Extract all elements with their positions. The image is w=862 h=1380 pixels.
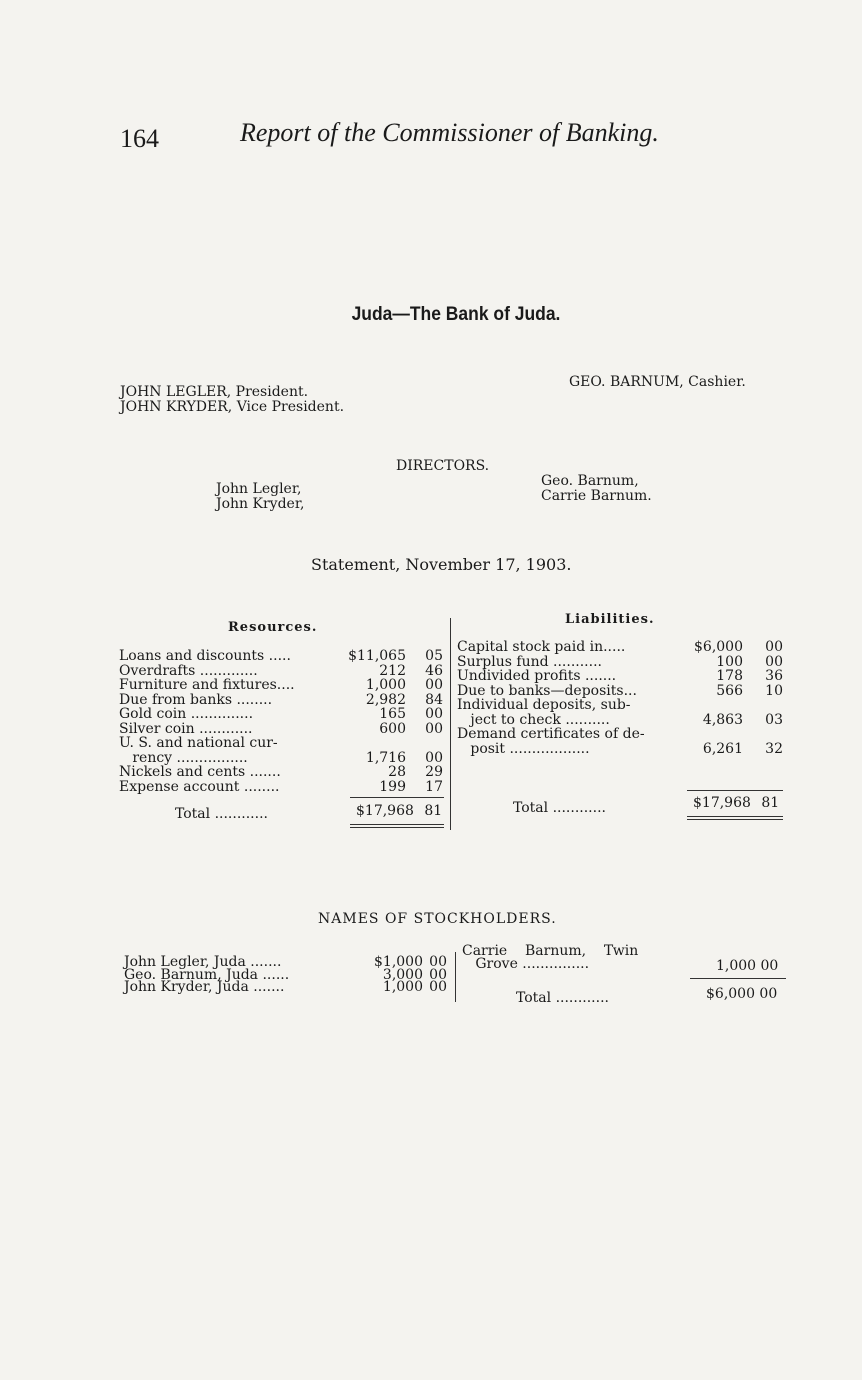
liabilities-heading: Liabilities. <box>565 612 655 627</box>
table-row <box>119 693 449 708</box>
table-row <box>124 981 450 994</box>
resources-total-dollars: $17,968 <box>356 803 414 819</box>
director-name: Geo. Barnum, <box>541 473 639 489</box>
row-label: posit .................. <box>457 740 590 757</box>
row-label: Surplus fund ........... <box>457 653 602 670</box>
row-dollars: 100 <box>716 653 743 670</box>
liabilities-double-rule <box>687 816 783 817</box>
row-cents: 00 <box>425 677 443 693</box>
directors-left <box>216 482 304 512</box>
row-dollars: 199 <box>379 778 406 795</box>
row-label: Demand certificates of de- <box>457 726 645 742</box>
director-name: Carrie Barnum. <box>541 488 652 504</box>
directors-right <box>541 474 652 504</box>
row-cents: 00 <box>425 749 443 766</box>
page-number: 164 <box>120 124 159 153</box>
row-dollars: 1,716 <box>365 749 406 766</box>
liabilities-total-cents: 81 <box>761 795 780 811</box>
row-dollars: 566 <box>716 682 743 699</box>
table-row <box>119 765 449 780</box>
row-dollars: 6,261 <box>702 740 743 757</box>
row-dollars: 600 <box>379 720 406 737</box>
row-label: Due from banks ........ <box>119 691 273 708</box>
liabilities-table <box>457 640 787 756</box>
liabilities-total-rule <box>687 790 783 791</box>
stockholders-total-amount: $6,000 00 <box>706 986 778 1002</box>
row-dollars: 165 <box>379 706 406 722</box>
stockholders-left-table <box>124 956 450 994</box>
row-dollars: $11,065 <box>348 648 406 664</box>
officers-left <box>120 385 344 415</box>
row-label: Due to banks—deposits... <box>457 682 637 699</box>
table-row <box>119 649 449 664</box>
table-row <box>457 698 787 713</box>
resources-total-label: Total ............ <box>175 806 268 822</box>
row-dollars: 1,000 <box>382 979 423 995</box>
officer-cashier: GEO. BARNUM, Cashier. <box>569 374 746 390</box>
resources-double-rule <box>350 824 444 825</box>
table-row <box>457 669 787 684</box>
row-cents: 00 <box>765 653 783 670</box>
table-row <box>457 655 787 670</box>
row-cents: 29 <box>425 764 443 780</box>
row-label: Gold coin .............. <box>119 706 254 722</box>
liabilities-total-dollars: $17,968 <box>693 795 751 811</box>
resources-double-rule <box>350 827 444 828</box>
row-label: John Legler, Juda ....... <box>124 954 282 970</box>
table-row <box>119 664 449 679</box>
stockholder-name-cont: Grove ............... <box>462 956 590 972</box>
bank-title: Juda—The Bank of Juda. <box>351 304 561 325</box>
row-cents: 00 <box>429 966 447 983</box>
liabilities-total-amount <box>693 795 779 811</box>
row-cents: 32 <box>765 740 783 757</box>
row-dollars: $1,000 <box>374 954 423 970</box>
row-cents: 46 <box>425 662 443 679</box>
stockholders-heading: NAMES OF STOCKHOLDERS. <box>318 911 557 927</box>
officer-president: JOHN LEGLER, President. <box>120 384 309 400</box>
stockholders-divider <box>455 952 456 1002</box>
table-row <box>119 678 449 693</box>
row-cents: 84 <box>425 691 443 708</box>
table-row <box>119 751 449 766</box>
row-label: Overdrafts ............. <box>119 662 258 679</box>
row-label: Silver coin ............ <box>119 720 253 737</box>
row-dollars: 178 <box>716 668 743 684</box>
row-label: U. S. and national cur- <box>119 735 278 751</box>
stockholder-amount: 1,000 00 <box>716 958 779 974</box>
row-dollars: $6,000 <box>694 639 743 655</box>
statement-date: Statement, November 17, 1903. <box>311 555 572 574</box>
stockholders-total-rule <box>690 978 786 979</box>
liabilities-total-label: Total ............ <box>513 800 606 816</box>
row-cents: 00 <box>765 639 783 655</box>
row-cents: 00 <box>425 720 443 737</box>
row-label: Furniture and fixtures.... <box>119 677 295 693</box>
row-cents: 03 <box>765 711 783 728</box>
liabilities-double-rule <box>687 819 783 820</box>
row-label: Expense account ........ <box>119 778 280 795</box>
row-label: Geo. Barnum, Juda ...... <box>124 966 290 983</box>
row-label: Undivided profits ....... <box>457 668 617 684</box>
row-cents: 05 <box>425 648 443 664</box>
row-cents: 17 <box>425 778 443 795</box>
row-cents: 36 <box>765 668 783 684</box>
table-row <box>119 736 449 751</box>
resources-table <box>119 649 449 794</box>
resources-heading: Resources. <box>228 620 318 635</box>
director-name: John Kryder, <box>216 496 305 512</box>
row-label: Individual deposits, sub- <box>457 697 631 713</box>
row-label: ject to check .......... <box>457 711 610 728</box>
table-row <box>457 640 787 655</box>
row-cents: 00 <box>429 954 447 970</box>
row-dollars: 4,863 <box>702 711 743 728</box>
row-dollars: 2,982 <box>365 691 406 708</box>
table-row <box>457 684 787 699</box>
row-dollars: 212 <box>379 662 406 679</box>
resources-total-cents: 81 <box>424 803 443 819</box>
stockholder-name: Carrie Barnum, Twin <box>462 943 639 959</box>
table-row <box>457 713 787 728</box>
row-label: Capital stock paid in..... <box>457 639 626 655</box>
row-label: Nickels and cents ....... <box>119 764 281 780</box>
stockholders-total-label: Total ............ <box>516 990 609 1006</box>
table-row <box>119 707 449 722</box>
row-label: John Kryder, Juda ....... <box>124 979 285 995</box>
row-cents: 00 <box>429 979 447 995</box>
officer-vice-president: JOHN KRYDER, Vice President. <box>120 399 345 415</box>
resources-total-amount <box>356 803 442 819</box>
row-cents: 00 <box>425 706 443 722</box>
row-label: rency ................ <box>119 749 248 766</box>
column-divider <box>450 618 451 830</box>
director-name: John Legler, <box>216 481 302 497</box>
directors-heading: DIRECTORS. <box>396 458 490 474</box>
running-title: Report of the Commissioner of Banking. <box>240 118 659 147</box>
row-dollars: 28 <box>388 764 406 780</box>
row-cents: 10 <box>765 682 783 699</box>
row-label: Loans and discounts ..... <box>119 648 291 664</box>
table-row <box>119 722 449 737</box>
row-dollars: 3,000 <box>382 966 423 983</box>
table-row <box>457 727 787 742</box>
row-dollars: 1,000 <box>365 677 406 693</box>
resources-total-rule <box>350 797 444 798</box>
table-row <box>457 742 787 757</box>
table-row <box>119 780 449 795</box>
stockholders-right-entry <box>462 945 638 971</box>
